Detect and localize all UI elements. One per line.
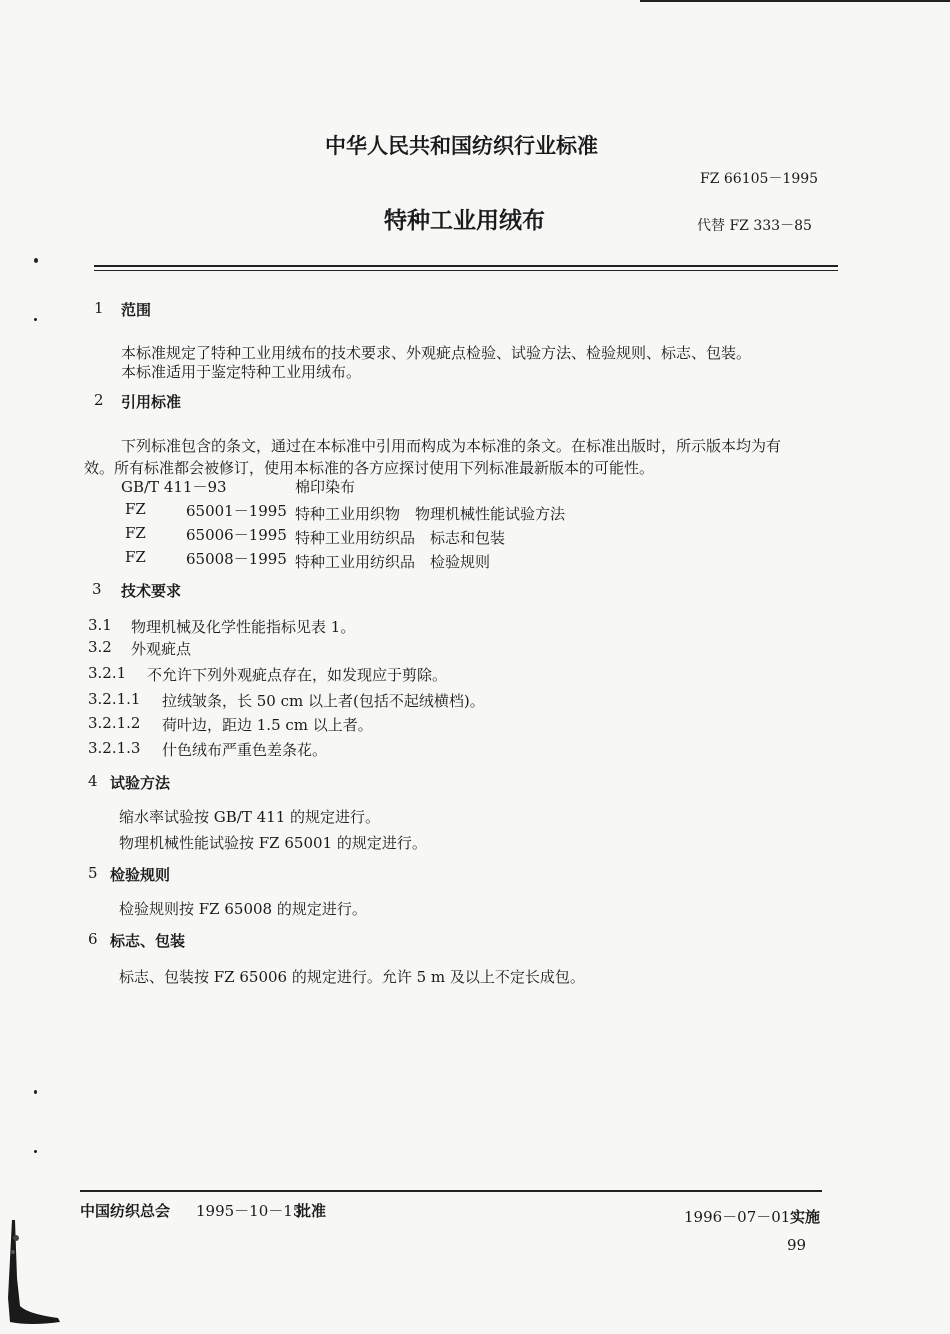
clause-text: 拉绒皱条，长 50 cm 以上者(包括不起绒横档)。	[162, 692, 485, 710]
reference-prefix: FZ	[125, 500, 146, 518]
reference-title: 棉印染布	[295, 478, 356, 496]
implementation-label: 实施	[790, 1208, 821, 1226]
section-number: 4	[88, 772, 98, 790]
clause-text: 物理机械及化学性能指标见表 1。	[131, 618, 356, 636]
section-number: 5	[88, 864, 98, 882]
scan-edge-line	[640, 0, 950, 2]
section-heading-technical-requirements: 技术要求	[121, 582, 182, 600]
paragraph-line: 标志、包装按 FZ 65006 的规定进行。允许 5 m 及以上不定长成包。	[119, 968, 585, 986]
section-heading-marking-packing: 标志、包装	[110, 932, 186, 950]
paragraph-line: 本标准规定了特种工业用绒布的技术要求、外观疵点检验、试验方法、检验规则、标志、包装。	[121, 344, 752, 362]
clause-text: 不允许下列外观疵点存在，如发现应于剪除。	[147, 666, 448, 684]
footer-rule	[80, 1190, 822, 1192]
binding-mark	[0, 1218, 70, 1334]
reference-prefix: FZ	[125, 548, 146, 566]
paragraph-line: 效。所有标准都会被修订，使用本标准的各方应探讨使用下列标准最新版本的可能性。	[84, 459, 655, 477]
reference-code: 65006－1995	[186, 526, 287, 544]
reference-title: 特种工业用织物 物理机械性能试验方法	[295, 505, 566, 523]
reference-code: GB/T 411－93	[121, 478, 227, 496]
reference-prefix: FZ	[125, 524, 146, 542]
approving-organization: 中国纺织总会	[80, 1202, 171, 1220]
clause-text: 什色绒布严重色差条花。	[162, 741, 328, 759]
standard-number: FZ 66105－1995	[700, 171, 819, 187]
clause-number: 3.2	[88, 638, 112, 656]
clause-text: 荷叶边，距边 1.5 cm 以上者。	[162, 716, 373, 734]
reference-code: 65001－1995	[186, 502, 287, 520]
approval-label: 批准	[296, 1202, 327, 1220]
clause-number: 3.1	[88, 616, 112, 634]
scan-speck	[34, 258, 38, 263]
section-heading-test-methods: 试验方法	[110, 774, 171, 792]
clause-text: 外观疵点	[131, 640, 192, 658]
page-number: 99	[787, 1236, 807, 1254]
paragraph-line: 本标准适用于鉴定特种工业用绒布。	[121, 363, 362, 381]
scan-speck	[34, 1090, 37, 1094]
org-title: 中华人民共和国纺织行业标准	[325, 134, 598, 158]
document-title: 特种工业用绒布	[384, 208, 545, 234]
clause-number: 3.2.1.3	[88, 739, 141, 757]
reference-title: 特种工业用纺织品 检验规则	[295, 553, 491, 571]
section-number: 3	[92, 580, 102, 598]
implementation-date: 1996－07－01	[684, 1208, 791, 1226]
paragraph-line: 检验规则按 FZ 65008 的规定进行。	[119, 900, 367, 918]
clause-number: 3.2.1	[88, 664, 127, 682]
section-number: 2	[94, 391, 104, 409]
reference-code: 65008－1995	[186, 550, 287, 568]
scan-speck	[34, 318, 37, 321]
section-heading-scope: 范围	[121, 301, 152, 319]
reference-title: 特种工业用纺织品 标志和包装	[295, 529, 506, 547]
paragraph-line: 下列标准包含的条文，通过在本标准中引用而构成为本标准的条文。在标准出版时，所示版本均为有	[121, 437, 782, 455]
paragraph-line: 缩水率试验按 GB/T 411 的规定进行。	[119, 808, 380, 826]
approval-date: 1995－10－15	[196, 1202, 303, 1220]
section-heading-references: 引用标准	[121, 393, 182, 411]
scan-speck	[34, 1150, 37, 1153]
section-number: 1	[94, 299, 104, 317]
section-number: 6	[88, 930, 98, 948]
clause-number: 3.2.1.2	[88, 714, 141, 732]
clause-number: 3.2.1.1	[88, 690, 141, 708]
section-heading-inspection-rules: 检验规则	[110, 866, 171, 884]
replaces-note: 代替 FZ 333－85	[697, 218, 812, 234]
paragraph-line: 物理机械性能试验按 FZ 65001 的规定进行。	[119, 834, 427, 852]
header-rule	[94, 265, 838, 267]
header-rule-thin	[94, 270, 838, 271]
